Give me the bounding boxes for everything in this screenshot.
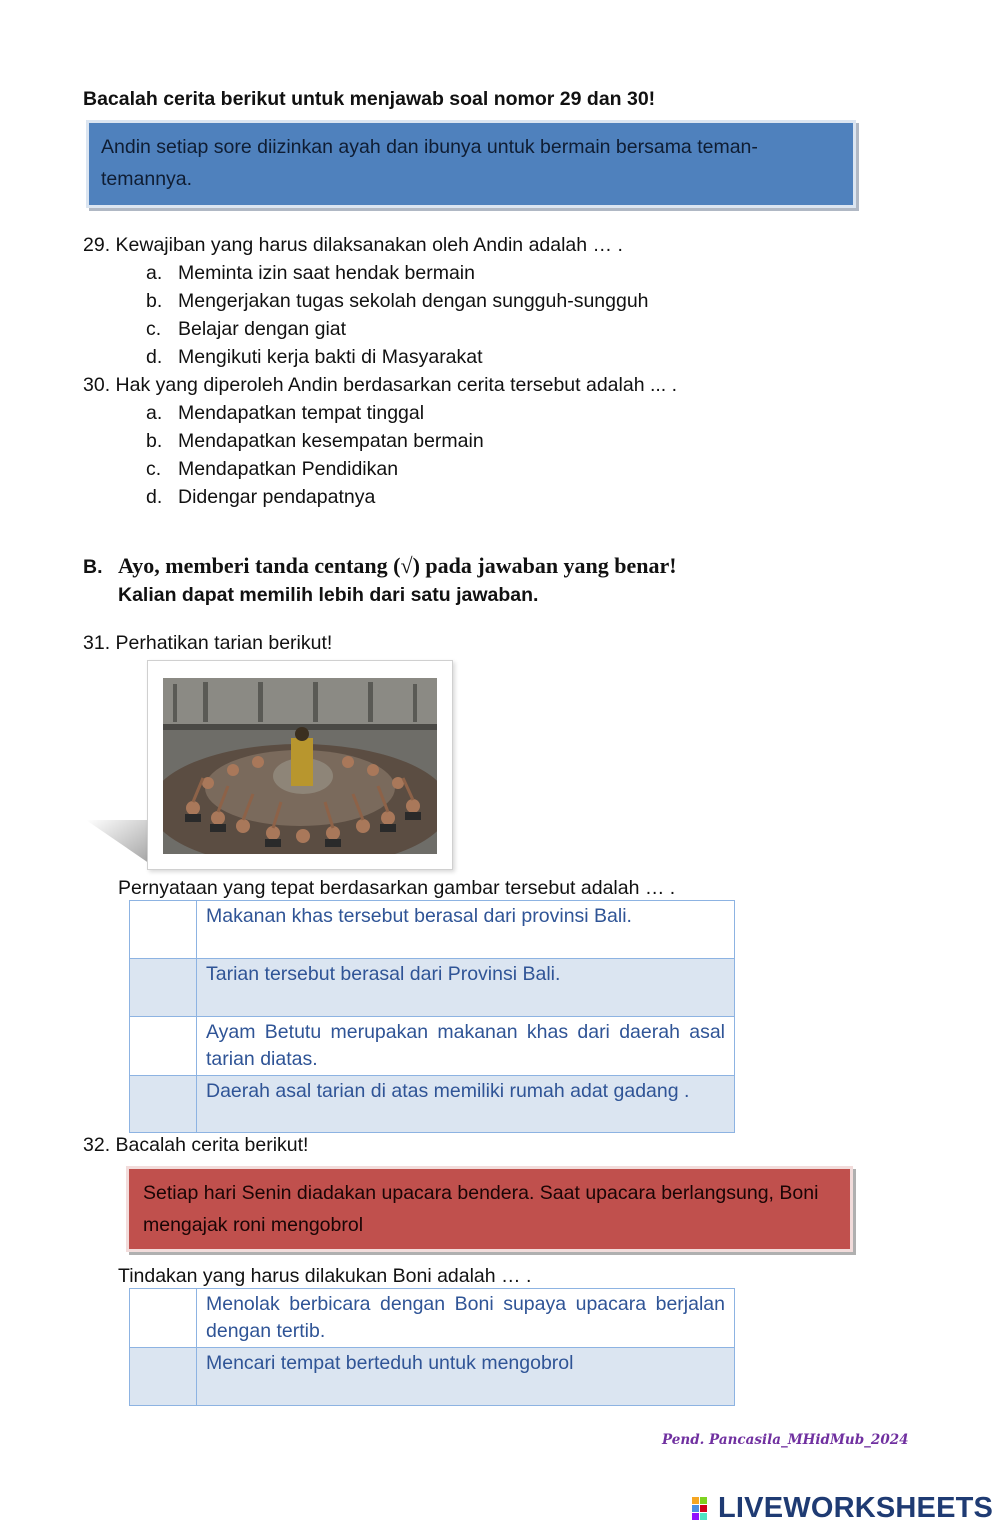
- statement-3-text: Ayam Betutu merupakan makanan khas dari daerah asal tarian diatas.: [197, 1017, 735, 1076]
- section-b-label: B.: [83, 556, 103, 578]
- section-b-subtitle: Kalian dapat memilih lebih dari satu jawaban.: [118, 584, 539, 606]
- section-b-title: Ayo, memberi tanda centang (√) pada jawaban yang benar!: [118, 553, 677, 578]
- option-30-a[interactable]: a. Mendapatkan tempat tinggal: [146, 402, 425, 424]
- story-text: Andin setiap sore diizinkan ayah dan ibunya untuk bermain bersama teman-temannya.: [101, 136, 758, 190]
- statement-32-2-checkbox[interactable]: [130, 1348, 197, 1406]
- question-31: 31. Perhatikan tarian berikut!: [83, 632, 333, 654]
- statement-4-text: Daerah asal tarian di atas memiliki rumah adat gadang .: [197, 1076, 735, 1133]
- option-29-c[interactable]: c. Belajar dengan giat: [146, 318, 347, 340]
- liveworksheets-brand[interactable]: LIVEWORKSHEETS: [718, 1492, 994, 1524]
- statement-row: [130, 1348, 735, 1406]
- liveworksheets-logo-icon: [692, 1497, 716, 1521]
- kecak-dance-photo: [147, 660, 453, 870]
- question-32-prompt: Tindakan yang harus dilakukan Boni adalah … .: [118, 1265, 532, 1287]
- statement-4-checkbox[interactable]: [130, 1076, 197, 1133]
- worksheet-credit: Pend. Pancasila_MHidMub_2024: [662, 1432, 909, 1448]
- option-30-d[interactable]: d. Didengar pendapatnya: [146, 486, 376, 508]
- statement-2-text: Tarian tersebut berasal dari Provinsi Bali.: [197, 959, 735, 1017]
- option-29-b[interactable]: b. Mengerjakan tugas sekolah dengan sungguh-sungguh: [146, 290, 649, 312]
- question-29-options: [146, 259, 649, 371]
- reading-instruction: Bacalah cerita berikut untuk menjawab soal nomor 29 dan 30!: [83, 88, 656, 110]
- question-29: 29. Kewajiban yang harus dilaksanakan oleh Andin adalah … .: [83, 234, 623, 256]
- statement-3-checkbox[interactable]: [130, 1017, 197, 1076]
- story-box-andin: [86, 120, 856, 208]
- statement-32-1-checkbox[interactable]: [130, 1289, 197, 1348]
- statement-row: [130, 1076, 735, 1133]
- option-29-d[interactable]: d. Mengikuti kerja bakti di Masyarakat: [146, 346, 483, 368]
- question-30-options: [146, 399, 484, 511]
- statement-32-2-text: Mencari tempat berteduh untuk mengobrol: [197, 1348, 735, 1406]
- statement-1-text: Makanan khas tersebut berasal dari provinsi Bali.: [197, 901, 735, 959]
- question-31-prompt: Pernyataan yang tepat berdasarkan gambar tersebut adalah … .: [118, 877, 676, 899]
- story-box-boni: [126, 1166, 853, 1252]
- statement-row: [130, 959, 735, 1017]
- option-30-c[interactable]: c. Mendapatkan Pendidikan: [146, 458, 399, 480]
- kecak-dance-image: [163, 678, 437, 854]
- statement-1-checkbox[interactable]: [130, 901, 197, 959]
- option-29-a[interactable]: a. Meminta izin saat hendak bermain: [146, 262, 475, 284]
- option-30-b[interactable]: b. Mendapatkan kesempatan bermain: [146, 430, 484, 452]
- question-32: 32. Bacalah cerita berikut!: [83, 1134, 309, 1156]
- section-b-heading: [83, 552, 677, 581]
- statement-row: [130, 1289, 735, 1348]
- statement-2-checkbox[interactable]: [130, 959, 197, 1017]
- statement-row: [130, 1017, 735, 1076]
- story-text: Setiap hari Senin diadakan upacara bendera. Saat upacara berlangsung, Boni mengajak roni mengobrol: [143, 1182, 819, 1236]
- statement-32-1-text: Menolak berbicara dengan Boni supaya upacara berjalan dengan tertib.: [197, 1289, 735, 1348]
- question-30: 30. Hak yang diperoleh Andin berdasarkan cerita tersebut adalah ... .: [83, 374, 678, 396]
- question-31-statements: [129, 900, 735, 1133]
- statement-row: [130, 901, 735, 959]
- question-32-statements: [129, 1288, 735, 1406]
